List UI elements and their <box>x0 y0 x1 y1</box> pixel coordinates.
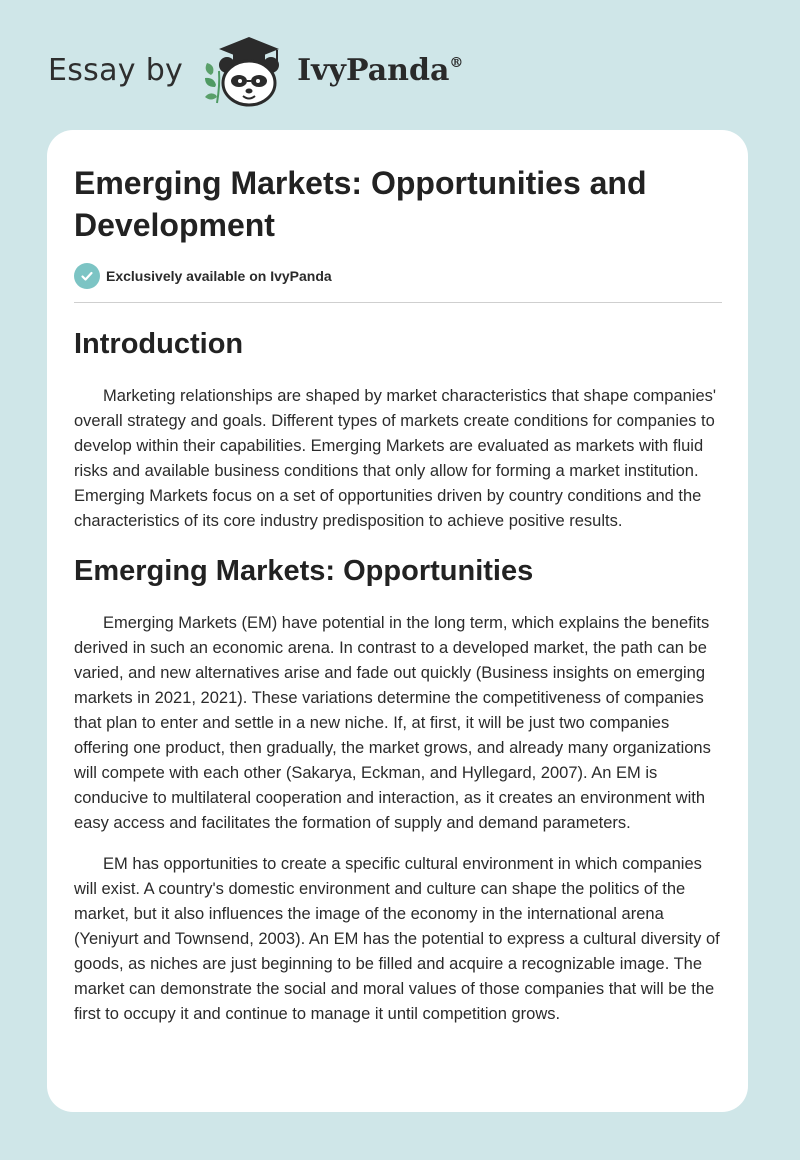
section-heading-introduction: Introduction <box>74 328 244 360</box>
paragraph: Marketing relationships are shaped by market characteristics that shape companies' overall strategy and goals. Different types of markets create conditions for companies to develop within their capabilities. Emerging Markets are evaluated as markets with fluid risks and available business conditions that only allow for forming a market institution. Emerging Markets focus on a set of opportunities driven by country conditions and the characteristics of its core industry predisposition to achieve positive results. <box>74 387 717 530</box>
paragraph: Emerging Markets (EM) have potential in the long term, which explains the benefits derived in such an economic arena. In contrast to a developed market, the path can be varied, and new alternatives arise and fade out quickly (Business insights on emerging markets in 2021, 2021). These variations determine the competitiveness of companies that plan to enter and settle in a new niche. If, at first, it will be just two companies offering one product, then gradually, the market grows, and already many organizations will compete with each other (Sakarya, Eckman, and Hyllegard, 2007). An EM is conducive to multilateral cooperation and interaction, as it creates an environment with easy access and facilitates the formation of supply and demand parameters. <box>74 614 711 832</box>
paragraph: EM has opportunities to create a specific cultural environment in which companies will exist. A country's domestic environment and culture can shape the politics of the market, but it also influences the image of the economy in the international arena (Yeniyurt and Townsend, 2003). An EM has the potential to express a cultural diversity of goods, as niches are just beginning to be filled and acquire a recognizable image. The market can demonstrate the social and moral values of those companies that will be the first to occupy it and continue to manage it until competition grows. <box>74 855 720 1023</box>
essay-card <box>47 130 748 1112</box>
ivypanda-logo-icon[interactable] <box>197 31 293 109</box>
essay-by-label: Essay by <box>48 52 184 88</box>
divider <box>74 302 722 303</box>
brand-name: IvyPanda® <box>297 52 464 88</box>
exclusive-badge <box>74 263 332 289</box>
page-title: Emerging Markets: Opportunities and Development <box>74 165 647 243</box>
site-header <box>48 30 463 110</box>
check-icon <box>74 263 100 289</box>
section-heading-opportunities: Emerging Markets: Opportunities <box>74 555 534 587</box>
registered-mark: ® <box>449 54 464 71</box>
exclusive-label: Exclusively available on IvyPanda <box>106 268 332 284</box>
